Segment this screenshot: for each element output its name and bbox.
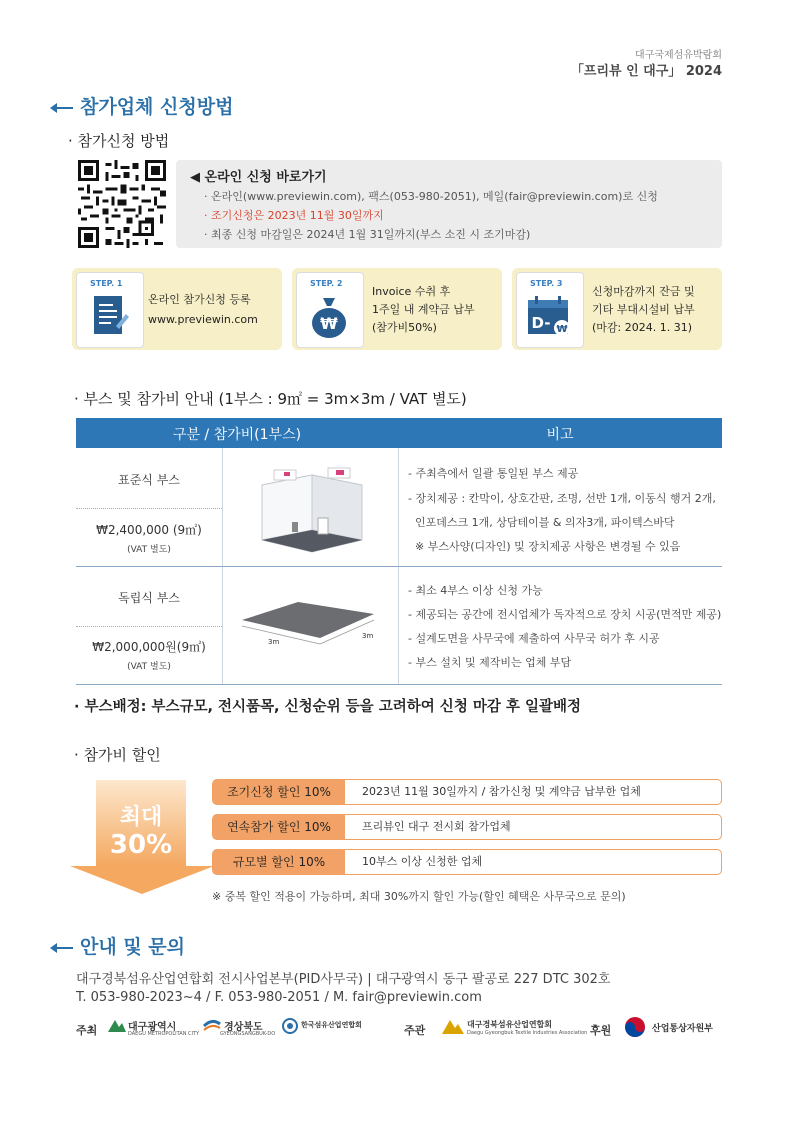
calendar-icon — [524, 294, 574, 338]
floor-dimension-label: 3m — [268, 638, 280, 646]
section-title-text: 안내 및 문의 — [80, 936, 185, 958]
table-dotted-separator — [76, 626, 222, 627]
svg-text:₩: ₩ — [556, 324, 568, 335]
sponsor-name: 산업통상자원부 — [652, 1024, 713, 1034]
step-2-label: STEP. 2 — [310, 279, 343, 288]
booth-subtitle: · 부스 및 참가비 안내 (1부스 : 9㎡ = 3m×3m / VAT 별도) — [74, 390, 467, 408]
host-kofoti: 한국섬유산업연합회 — [301, 1021, 362, 1029]
section-arrow-icon — [50, 102, 74, 114]
step-3-line1: 신청마감까지 잔금 및 — [592, 285, 695, 298]
host-gyeongbuk: 경상북도 — [224, 1022, 263, 1033]
step-3-line3: (마감: 2024. 1. 31) — [592, 321, 693, 334]
korea-gov-logo-icon — [624, 1016, 646, 1038]
booth-independent-name: 독립식 부스 — [118, 591, 180, 605]
contact-address: 대구경북섬유산업연합회 전시사업본부(PID사무국) | 대구광역시 동구 팔공로 227 DTC 302호 — [76, 972, 611, 987]
svg-text:D-: D- — [531, 314, 551, 332]
discount-note: ※ 중복 할인 적용이 가능하며, 최대 30%까지 할인 가능(할인 혜택은 사무국으로 문의) — [212, 890, 626, 903]
table-dotted-separator — [76, 508, 222, 509]
organizer-name: 대구경북섬유산업연합회 — [467, 1020, 553, 1029]
host-daegu-sub: DAEGU METROPOLITAN CITY — [128, 1031, 200, 1037]
booth-independent-vat: (VAT 별도) — [127, 662, 171, 672]
table-row-separator — [76, 566, 722, 567]
svg-text:₩: ₩ — [320, 314, 338, 333]
discount-max-label: 최대 — [119, 805, 163, 830]
booth-independent-note: - 최소 4부스 이상 신청 가능 — [408, 584, 543, 597]
discount-early-label: 조기신청 할인 10% — [213, 779, 345, 805]
gyeongbuk-logo-icon — [202, 1018, 222, 1032]
booth-standard-name: 표준식 부스 — [118, 473, 180, 487]
table-bottom-border — [76, 684, 722, 685]
booth-allocation: · 부스배정: 부스규모, 전시품목, 신청순위 등을 고려하여 신청 마감 후 일괄배정 — [74, 699, 582, 715]
step-1-label: STEP. 1 — [90, 279, 123, 288]
daegu-logo-icon — [108, 1018, 126, 1032]
discount-max-value: 30% — [109, 830, 173, 860]
kofoti-logo-icon — [282, 1018, 298, 1034]
booth-standard-note: ※ 부스사양(디자인) 및 장치제공 사항은 변경될 수 있음 — [408, 540, 681, 553]
section-title-text: 참가업체 신청방법 — [80, 96, 234, 118]
host-label: 주최 — [76, 1024, 98, 1037]
header-event-title: 「프리뷰 인 대구」 2024 — [570, 64, 722, 79]
organizer-label: 주관 — [404, 1024, 426, 1037]
apply-subtitle: · 참가신청 방법 — [68, 132, 170, 150]
booth-independent-price: ₩2,000,000원(9㎡) — [92, 640, 206, 654]
discount-continuous-desc: 프리뷰인 대구 전시회 참가업체 — [362, 820, 511, 833]
booth-standard-note: - 주최측에서 일괄 통일된 부스 제공 — [408, 467, 579, 480]
contact-phone-email[interactable]: T. 053-980-2023~4 / F. 053-980-2051 / M. fair@previewin.com — [76, 990, 482, 1005]
step-2-line2: 1주일 내 계약금 납부 — [372, 303, 475, 316]
discount-scale-desc: 10부스 이상 신청한 업체 — [362, 855, 483, 868]
organizer-sub: Daegu Gyeongbuk Textile Industries Association — [467, 1030, 588, 1036]
step-3-line2: 기타 부대시설비 납부 — [592, 303, 695, 316]
header-expo-name: 대구국제섬유박람회 — [635, 50, 722, 61]
qr-code-icon[interactable] — [78, 160, 166, 248]
apply-method-line: · 온라인(www.previewin.com), 팩스(053-980-2051), 메일(fair@previewin.com)로 신청 — [204, 190, 658, 203]
money-bag-icon — [306, 292, 352, 340]
section-title-contact — [50, 932, 185, 959]
table-header-notes: 비고 — [546, 427, 574, 443]
discount-continuous-label: 연속참가 할인 10% — [213, 814, 345, 840]
host-daegu: 대구광역시 — [128, 1022, 177, 1033]
booth-independent-note: - 설계도면을 사무국에 제출하여 사무국 허가 후 시공 — [408, 632, 660, 645]
discount-scale-label: 규모별 할인 10% — [213, 849, 345, 875]
early-deadline-line: · 조기신청은 2023년 11월 30일까지 — [204, 209, 384, 222]
booth-standard-price: ₩2,400,000 (9㎡) — [96, 523, 202, 537]
step-1-line2[interactable]: www.previewin.com — [148, 313, 258, 326]
standard-booth-image — [252, 460, 370, 558]
floor-dimension-label: 3m — [362, 632, 374, 640]
discount-subtitle: · 참가비 할인 — [74, 746, 161, 764]
section-arrow-icon — [50, 942, 74, 954]
booth-standard-note: 인포데스크 1개, 상담테이블 & 의자3개, 파이텍스바닥 — [408, 516, 675, 529]
step-2-line1: Invoice 수취 후 — [372, 285, 451, 298]
discount-arrow-tip — [70, 866, 214, 894]
host-gyeongbuk-sub: GYEONGSANGBUK-DO — [220, 1031, 276, 1037]
booth-standard-vat: (VAT 별도) — [127, 545, 171, 555]
section-title-apply — [50, 92, 233, 119]
discount-early-desc: 2023년 11월 30일까지 / 참가신청 및 계약금 납부한 업체 — [362, 785, 641, 798]
booth-standard-note: - 장치제공 : 칸막이, 상호간판, 조명, 선반 1개, 이동식 행거 2개, — [408, 492, 716, 505]
independent-booth-floor-image — [232, 582, 382, 662]
dgtia-logo-icon — [442, 1018, 464, 1034]
step-1-line1: 온라인 참가신청 등록 — [148, 293, 251, 306]
step-2-line3: (참가비50%) — [372, 321, 437, 334]
document-icon — [90, 292, 130, 338]
online-apply-link[interactable]: ◀ 온라인 신청 바로가기 — [190, 170, 327, 185]
booth-independent-note: - 제공되는 공간에 전시업체가 독자적으로 장치 시공(면적만 제공) — [408, 608, 722, 621]
booth-independent-note: - 부스 설치 및 제작비는 업체 부담 — [408, 656, 572, 669]
sponsor-label: 후원 — [590, 1024, 612, 1037]
final-deadline-line: · 최종 신청 마감일은 2024년 1월 31일까지(부스 소진 시 조기마감) — [204, 228, 531, 241]
table-header-category: 구분 / 참가비(1부스) — [172, 427, 302, 443]
step-3-label: STEP. 3 — [530, 279, 563, 288]
